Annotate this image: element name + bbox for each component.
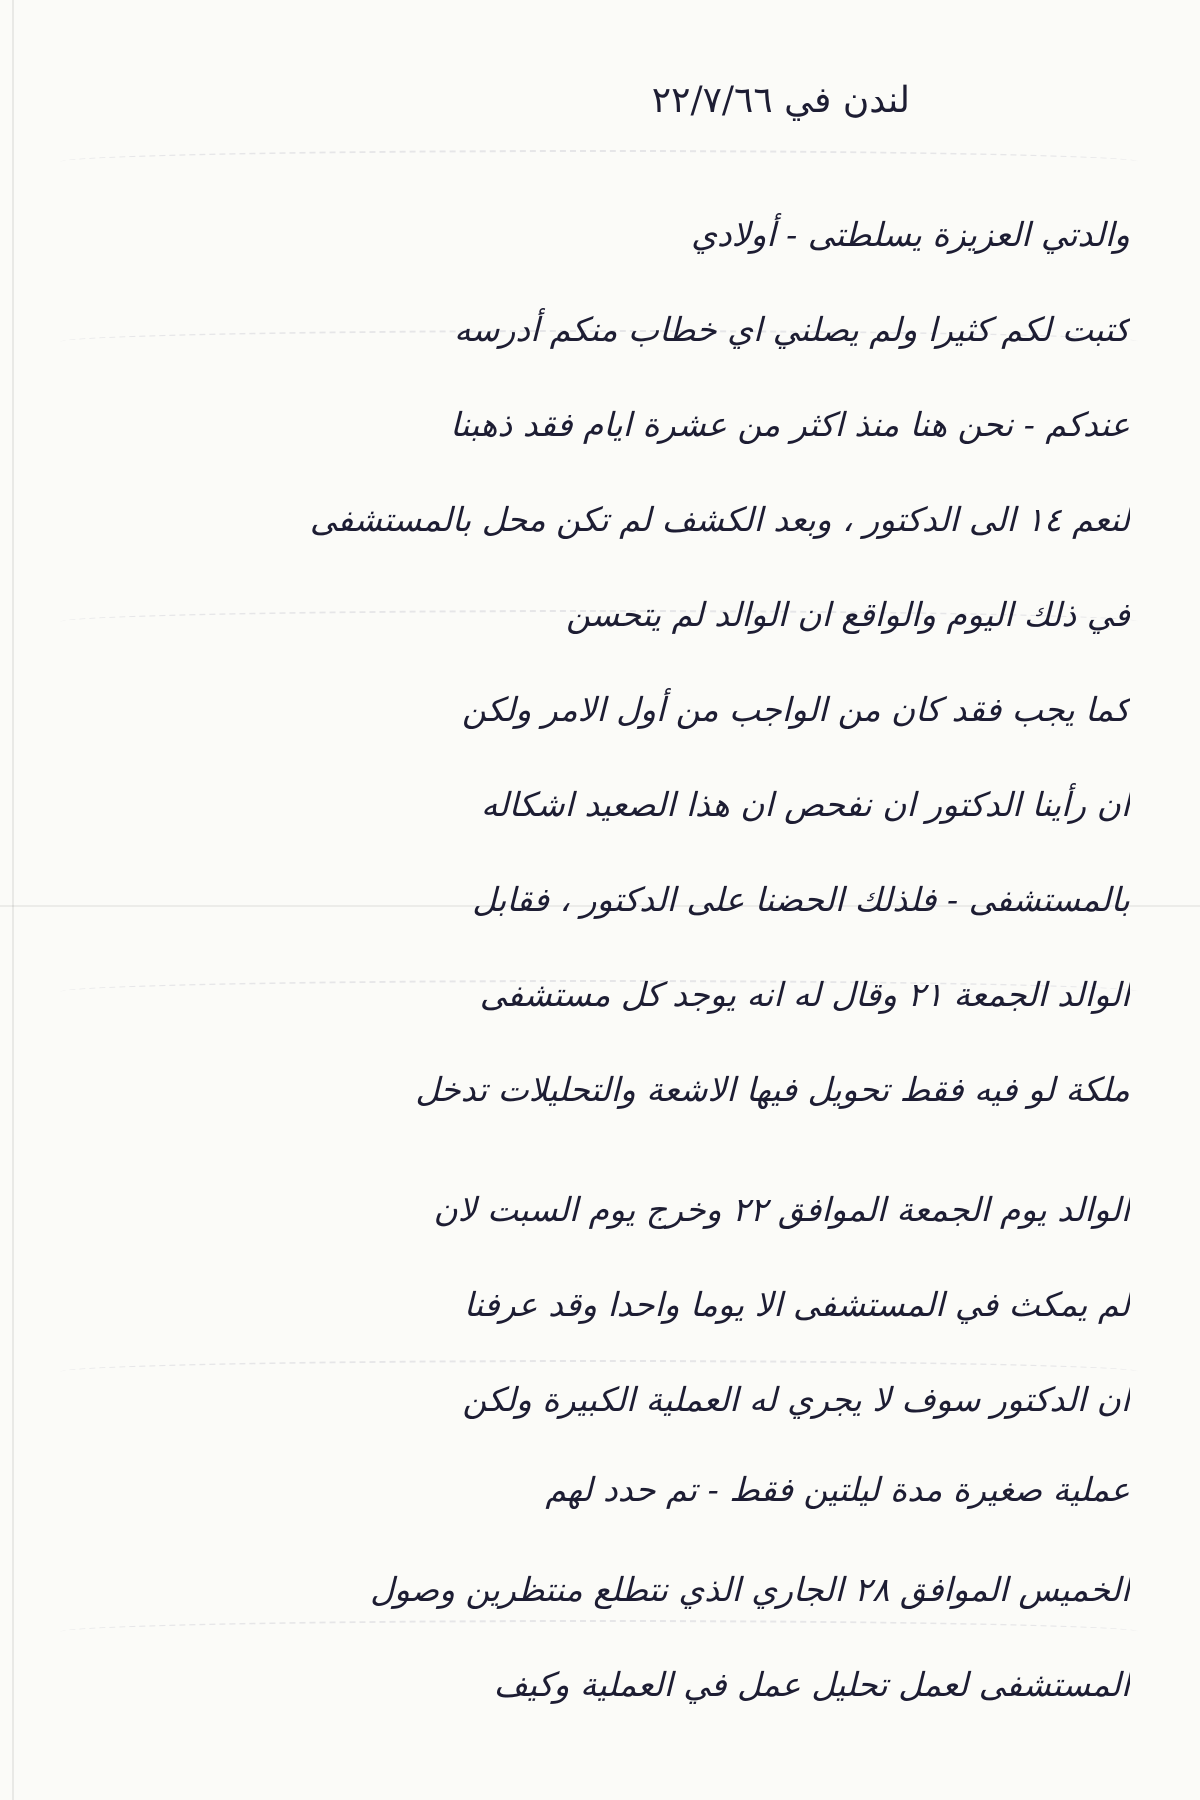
letter-line: ان رأينا الدكتور ان نفحص ان هذا الصعيد اشكاله [480, 785, 1130, 824]
letter-line: لنعم ١٤ الى الدكتور ، وبعد الكشف لم تكن محل بالمستشفى [309, 500, 1130, 539]
letter-line: في ذلك اليوم والواقع ان الوالد لم يتحسن [566, 595, 1130, 634]
letter-line: ان الدكتور سوف لا يجري له العملية الكبيرة ولكن [462, 1380, 1130, 1419]
letter-line: الوالد يوم الجمعة الموافق ٢٢ وخرج يوم السبت لان [433, 1190, 1130, 1229]
letter-line: كتبت لكم كثيرا ولم يصلني اي خطاب منكم أدرسه [454, 310, 1130, 349]
letter-line: كما يجب فقد كان من الواجب من أول الامر ولكن [461, 690, 1130, 729]
letter-date: لندن في ٢٢/٧/٦٦ [651, 80, 910, 121]
letter-line: والدتي العزيزة يسلطتى - أولادي [691, 215, 1130, 254]
letter-line: بالمستشفى - فلذلك الحضنا على الدكتور ، فقابل [472, 880, 1130, 919]
letter-line: لم يمكث في المستشفى الا يوما واحدا وقد عرفنا [463, 1285, 1130, 1324]
letter-line: عندكم - نحن هنا منذ اكثر من عشرة ايام فقد ذهبنا [450, 405, 1130, 444]
letter-line: الوالد الجمعة ٢١ وقال له انه يوجد كل مستشفى [479, 975, 1130, 1014]
letter-line: عملية صغيرة مدة ليلتين فقط - تم حدد لهم [545, 1470, 1130, 1509]
letter-line: ملكة لو فيه فقط تحويل فيها الاشعة والتحليلات تدخل [415, 1070, 1130, 1109]
letter-line: الخميس الموافق ٢٨ الجاري الذي نتطلع منتظرين وصول [370, 1570, 1130, 1609]
letter-line: المستشفى لعمل تحليل عمل في العملية وكيف [493, 1665, 1130, 1704]
